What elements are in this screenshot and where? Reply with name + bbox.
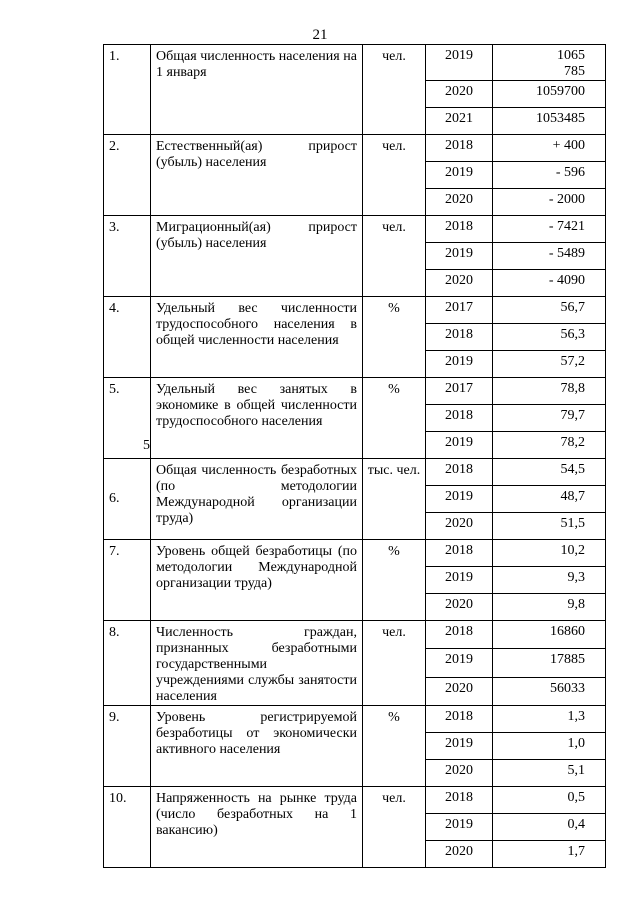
value-cell: - 7421	[493, 216, 606, 243]
year-cell: 2018	[426, 706, 493, 733]
year-cell: 2019	[426, 733, 493, 760]
indicator-name: Уровень регистрируемой безработицы от экономически активного населения	[151, 706, 363, 787]
unit: %	[363, 540, 426, 621]
year-cell: 2019	[426, 567, 493, 594]
value-cell: 51,5	[493, 513, 606, 540]
year-cell: 2019	[426, 45, 493, 81]
indicator-name: Удельный вес занятых в экономике в общей численности трудоспособного населения	[151, 378, 363, 459]
value-cell: 1059700	[493, 81, 606, 108]
value-cell: 56,7	[493, 297, 606, 324]
indicators-table	[103, 44, 606, 868]
unit: чел.	[363, 787, 426, 868]
value-cell: - 596	[493, 162, 606, 189]
indicator-name: Уровень общей безработицы (по методологии Международной организации труда)	[151, 540, 363, 621]
value-cell: 78,2	[493, 432, 606, 459]
table-row	[104, 540, 606, 567]
year-cell: 2018	[426, 405, 493, 432]
table-row	[104, 45, 606, 81]
row-number: 1.	[104, 45, 151, 135]
year-cell: 2020	[426, 760, 493, 787]
row-number: 5.	[104, 378, 151, 459]
year-cell: 2020	[426, 513, 493, 540]
table-row	[104, 216, 606, 243]
table-row	[104, 787, 606, 814]
value-cell: 54,5	[493, 459, 606, 486]
unit: тыс. чел.	[363, 459, 426, 540]
unit: чел.	[363, 135, 426, 216]
year-cell: 2018	[426, 135, 493, 162]
value-cell: 9,8	[493, 594, 606, 621]
table-row	[104, 621, 606, 649]
unit: %	[363, 378, 426, 459]
row-number: 2.	[104, 135, 151, 216]
unit: чел.	[363, 45, 426, 135]
indicator-name: Естественный(ая) прирост (убыль) населения	[151, 135, 363, 216]
table-row	[104, 135, 606, 162]
stray-mark: 5	[143, 438, 150, 453]
value-cell: 9,3	[493, 567, 606, 594]
unit: чел.	[363, 216, 426, 297]
indicator-name: Напряженность на рынке труда (число безработных на 1 вакансию)	[151, 787, 363, 868]
year-cell: 2020	[426, 81, 493, 108]
year-cell: 2018	[426, 787, 493, 814]
value-cell: 5,1	[493, 760, 606, 787]
table-row	[104, 297, 606, 324]
value-cell: 56033	[493, 677, 606, 705]
year-cell: 2019	[426, 649, 493, 677]
row-number: 4.	[104, 297, 151, 378]
year-cell: 2018	[426, 324, 493, 351]
value-cell: 16860	[493, 621, 606, 649]
row-number: 10.	[104, 787, 151, 868]
value-cell: 17885	[493, 649, 606, 677]
table-row	[104, 378, 606, 405]
value-cell: 1053485	[493, 108, 606, 135]
year-cell: 2018	[426, 216, 493, 243]
year-cell: 2018	[426, 540, 493, 567]
value-cell: 1,0	[493, 733, 606, 760]
year-cell: 2019	[426, 162, 493, 189]
value-cell: 0,5	[493, 787, 606, 814]
value-cell: + 400	[493, 135, 606, 162]
value-cell: 1,7	[493, 841, 606, 868]
value-cell: 57,2	[493, 351, 606, 378]
year-cell: 2018	[426, 459, 493, 486]
row-number: 6.	[104, 459, 151, 540]
value-cell: 1,3	[493, 706, 606, 733]
value-cell: 1065785	[493, 45, 606, 81]
indicator-name: Миграционный(ая) прирост (убыль) населения	[151, 216, 363, 297]
indicators-table-body	[104, 45, 606, 868]
unit: %	[363, 297, 426, 378]
indicator-name: Общая численность населения на 1 января	[151, 45, 363, 135]
value-cell: - 4090	[493, 270, 606, 297]
unit: чел.	[363, 621, 426, 706]
value-cell: - 2000	[493, 189, 606, 216]
year-cell: 2020	[426, 594, 493, 621]
year-cell: 2017	[426, 297, 493, 324]
year-cell: 2019	[426, 814, 493, 841]
value-cell: 56,3	[493, 324, 606, 351]
year-cell: 2020	[426, 677, 493, 705]
value-cell: 48,7	[493, 486, 606, 513]
indicator-name: Общая численность безработных (по методологии Международной организации труда)	[151, 459, 363, 540]
value-cell: - 5489	[493, 243, 606, 270]
value-cell: 79,7	[493, 405, 606, 432]
year-cell: 2020	[426, 189, 493, 216]
indicator-name: Удельный вес численности трудоспособного населения в общей численности населения	[151, 297, 363, 378]
year-cell: 2019	[426, 486, 493, 513]
indicator-name: Численность граждан, признанных безработными государственными учреждениями службы занятости населения	[151, 621, 363, 706]
row-number: 3.	[104, 216, 151, 297]
year-cell: 2018	[426, 621, 493, 649]
year-cell: 2020	[426, 841, 493, 868]
year-cell: 2020	[426, 270, 493, 297]
row-number: 9.	[104, 706, 151, 787]
row-number: 7.	[104, 540, 151, 621]
value-cell: 0,4	[493, 814, 606, 841]
row-number: 8.	[104, 621, 151, 706]
value-cell: 78,8	[493, 378, 606, 405]
table-row	[104, 459, 606, 486]
year-cell: 2021	[426, 108, 493, 135]
page-number: 21	[312, 27, 328, 43]
year-cell: 2019	[426, 351, 493, 378]
value-cell: 10,2	[493, 540, 606, 567]
table-row	[104, 706, 606, 733]
year-cell: 2019	[426, 432, 493, 459]
unit: %	[363, 706, 426, 787]
year-cell: 2019	[426, 243, 493, 270]
year-cell: 2017	[426, 378, 493, 405]
